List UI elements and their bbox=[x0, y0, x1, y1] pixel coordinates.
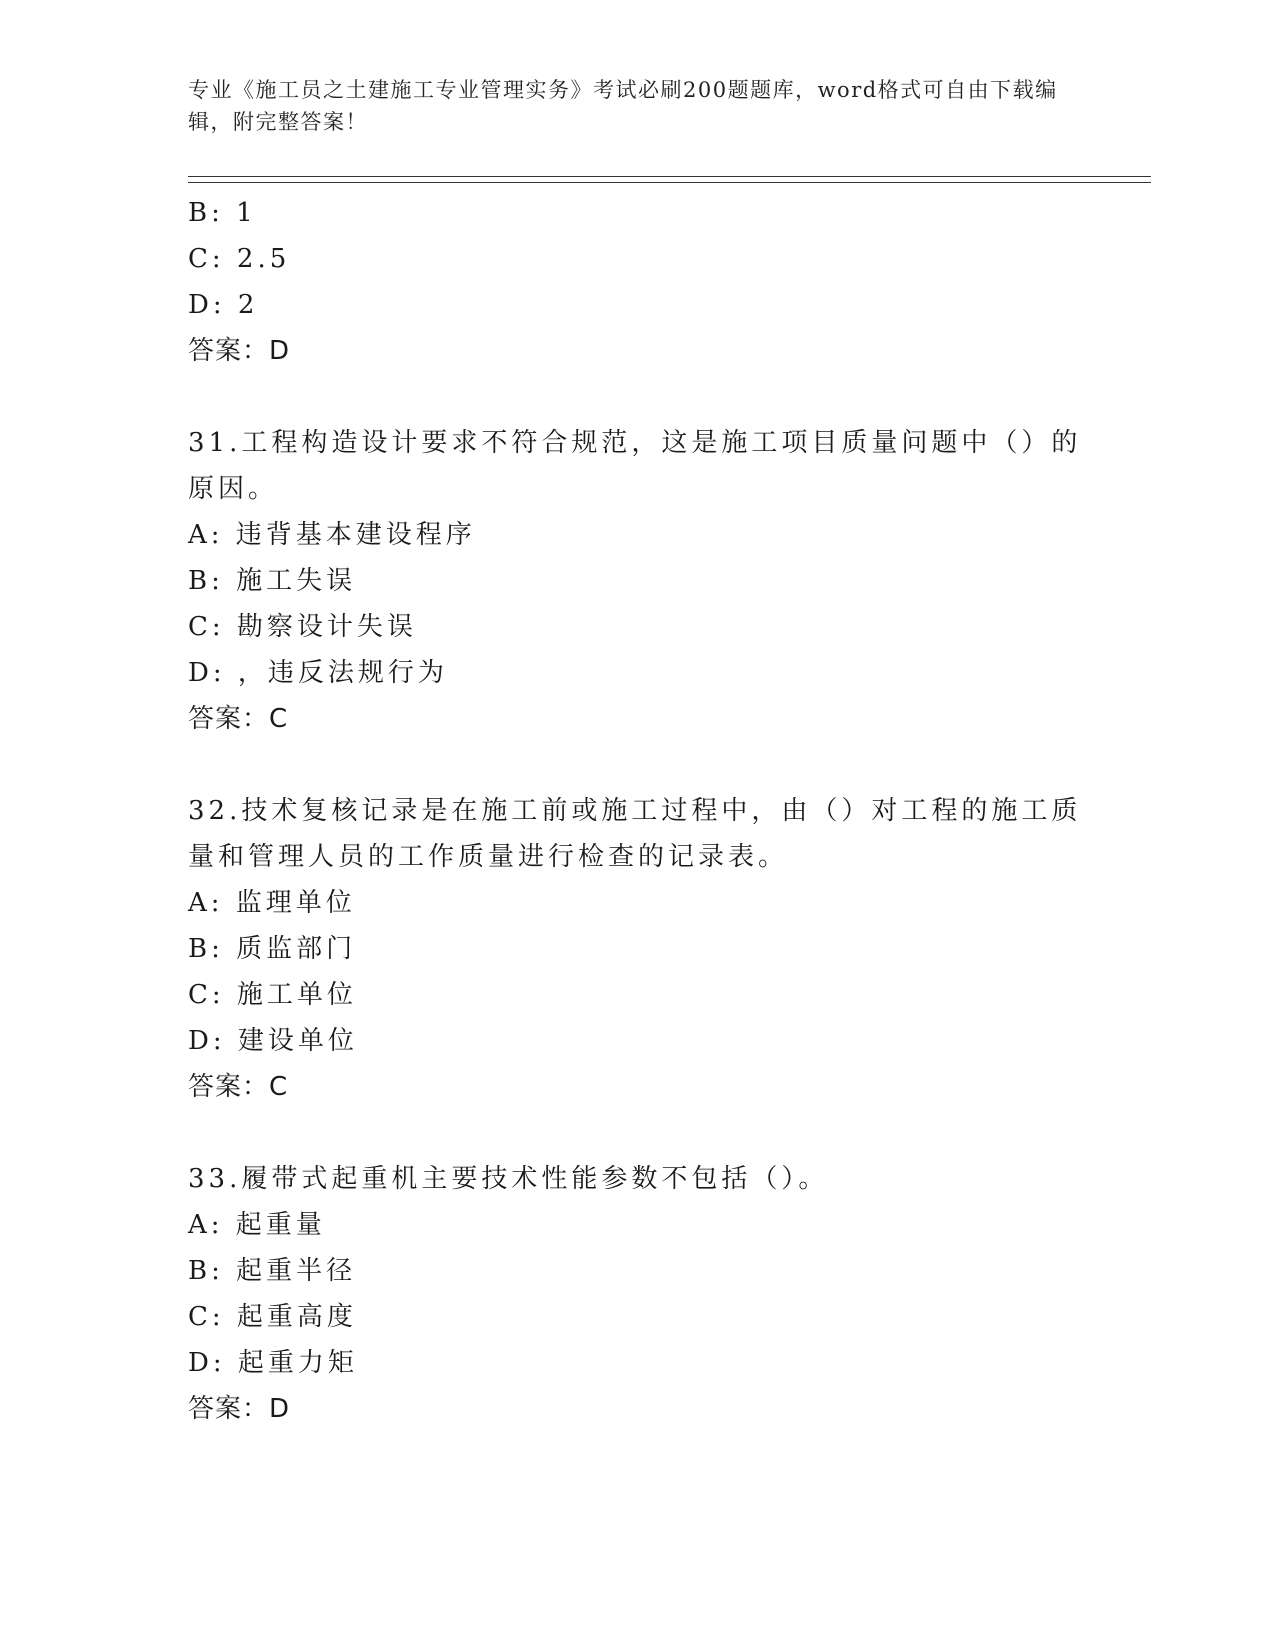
option-a: A: 起重量 bbox=[188, 1210, 326, 1240]
question-stem: 31.工程构造设计要求不符合规范，这是施工项目质量问题中（）的原因。 bbox=[188, 428, 1082, 504]
option-a: A: 监理单位 bbox=[188, 888, 356, 918]
question-33 bbox=[188, 1156, 1088, 1432]
spacer bbox=[188, 742, 1088, 788]
option-d: D: ，违反法规行为 bbox=[188, 658, 448, 688]
previous-question-tail bbox=[188, 190, 1088, 374]
question-stem: 33.履带式起重机主要技术性能参数不包括（）。 bbox=[188, 1164, 829, 1194]
option-b: B: 起重半径 bbox=[188, 1256, 357, 1286]
question-31 bbox=[188, 420, 1088, 742]
option-a: A: 违背基本建设程序 bbox=[188, 520, 476, 550]
option-d: D: 起重力矩 bbox=[188, 1348, 358, 1378]
spacer bbox=[188, 374, 1088, 420]
question-list bbox=[188, 190, 1088, 1432]
option-b: B: 1 bbox=[188, 198, 257, 228]
document-header bbox=[188, 74, 1088, 138]
answer: 答案：D bbox=[188, 1394, 291, 1424]
question-32 bbox=[188, 788, 1088, 1110]
option-c: C: 2.5 bbox=[188, 244, 291, 274]
answer: 答案：C bbox=[188, 704, 289, 734]
document-title: 专业《施工员之土建施工专业管理实务》考试必刷200题题库，word格式可自由下载编辑，附完整答案！ bbox=[188, 78, 1058, 134]
option-c: C: 施工单位 bbox=[188, 980, 357, 1010]
answer: 答案：D bbox=[188, 336, 291, 366]
question-stem: 32.技术复核记录是在施工前或施工过程中，由（）对工程的施工质量和管理人员的工作质量进行检查的记录表。 bbox=[188, 796, 1082, 872]
header-divider-bottom bbox=[188, 182, 1151, 183]
option-c: C: 勘察设计失误 bbox=[188, 612, 417, 642]
answer: 答案：C bbox=[188, 1072, 289, 1102]
option-d: D: 建设单位 bbox=[188, 1026, 358, 1056]
option-b: B: 施工失误 bbox=[188, 566, 357, 596]
option-d: D: 2 bbox=[188, 290, 259, 320]
header-divider-top bbox=[188, 176, 1151, 177]
spacer bbox=[188, 1110, 1088, 1156]
option-c: C: 起重高度 bbox=[188, 1302, 357, 1332]
option-b: B: 质监部门 bbox=[188, 934, 357, 964]
